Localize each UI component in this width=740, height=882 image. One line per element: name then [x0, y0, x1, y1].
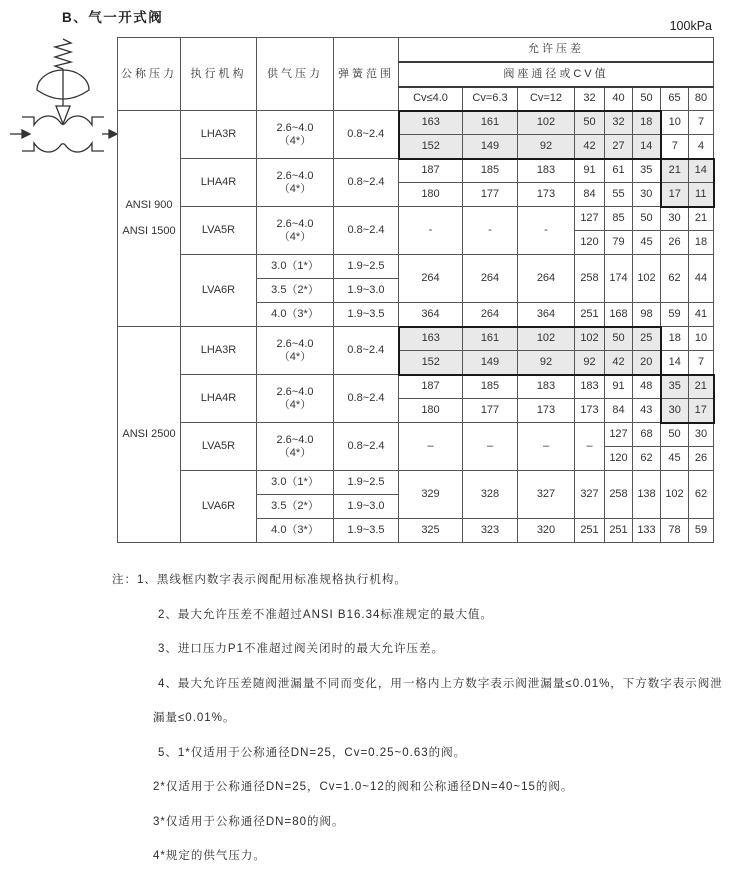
actuator-cell: LVA6R — [181, 255, 257, 327]
spring-cell: 0.8~2.4 — [334, 207, 399, 255]
spring-cell: 1.9~3.0 — [334, 279, 399, 303]
dp-cell: 258 — [575, 255, 605, 303]
dp-cell: 10 — [689, 327, 714, 351]
dp-cell: 92 — [518, 135, 575, 159]
dp-cell: 26 — [689, 447, 714, 471]
dp-cell: 21 — [689, 375, 714, 399]
dp-cell: 35 — [633, 159, 661, 183]
supply-cell: 4.0（3*） — [257, 303, 334, 327]
note-line: 3*仅适用于公称通径DN=80的阀。 — [153, 815, 345, 828]
dp-cell: 50 — [575, 111, 605, 135]
dp-cell: 62 — [661, 255, 689, 303]
dp-cell: 328 — [463, 471, 518, 519]
dp-cell: 264 — [463, 255, 518, 303]
dp-cell: 26 — [661, 231, 689, 255]
col-header: Cv=12 — [518, 87, 575, 111]
spring-icon — [55, 39, 71, 69]
supply-cell — [257, 159, 334, 207]
supply-range: 2.6~4.0 — [276, 385, 314, 398]
dp-cell: 133 — [633, 519, 661, 543]
dp-cell: 43 — [633, 399, 661, 423]
dp-cell: 264 — [463, 303, 518, 327]
pressure-table — [117, 37, 715, 543]
dp-cell: 30 — [661, 207, 689, 231]
spring-cell: 0.8~2.4 — [334, 327, 399, 375]
note-text: 1、黑线框内数字表示阀配用标准规格执行机构。 — [137, 574, 407, 586]
dp-cell: 35 — [661, 375, 689, 399]
actuator-cell: LHA4R — [181, 159, 257, 207]
dp-cell: 251 — [575, 303, 605, 327]
supply-cell — [257, 111, 334, 159]
supply-note: （4*） — [278, 230, 312, 243]
dp-cell: 152 — [399, 351, 463, 375]
dp-cell: 127 — [575, 207, 605, 231]
dp-cell: 48 — [633, 375, 661, 399]
note-line: 2*仅适用于公称通径DN=25，Cv=1.0~12的阀和公称通径DN=40~15的阀。 — [153, 781, 574, 793]
dp-cell: 25 — [633, 327, 661, 351]
dp-cell: 68 — [633, 423, 661, 447]
spring-cell: 1.9~3.5 — [334, 303, 399, 327]
dp-cell: 327 — [575, 471, 605, 519]
dash-cell: – — [575, 423, 605, 471]
header-spring-range: 弹簧范围 — [334, 38, 399, 111]
dp-cell: 138 — [633, 471, 661, 519]
pressure-cell — [118, 327, 181, 543]
dp-cell: 14 — [661, 351, 689, 375]
dp-cell: 14 — [689, 159, 714, 183]
supply-note: （4*） — [278, 398, 312, 411]
col-header: 65 — [661, 87, 689, 111]
actuator-cell: LVA5R — [181, 207, 257, 255]
dp-cell: 21 — [661, 159, 689, 183]
dp-cell: 183 — [575, 375, 605, 399]
spring-cell: 1.9~3.5 — [334, 519, 399, 543]
dp-cell: 185 — [463, 159, 518, 183]
dp-cell: 45 — [661, 447, 689, 471]
col-header: Cv≤4.0 — [399, 87, 463, 111]
pressure-label: ANSI 2500 — [122, 428, 176, 440]
dp-cell: 187 — [399, 375, 463, 399]
dp-cell: 61 — [605, 159, 633, 183]
dp-cell: 17 — [661, 183, 689, 207]
dp-cell: 149 — [463, 351, 518, 375]
col-header: 32 — [575, 87, 605, 111]
dp-cell: 102 — [575, 327, 605, 351]
note-line: 5、1*仅适用于公称通径DN=25，Cv=0.25~0.63的阀。 — [158, 746, 467, 759]
dp-cell: 161 — [463, 327, 518, 351]
dp-cell: 50 — [605, 327, 633, 351]
unit-label: 100kPa — [669, 19, 712, 33]
dp-cell: 264 — [518, 255, 575, 303]
dp-cell: 85 — [605, 207, 633, 231]
note-line: 4、最大允许压差随阀泄漏量不同而变化，用一格内上方数字表示阀泄漏量≤0.01%，下方数字表示阀泄 — [158, 677, 723, 690]
dp-cell: 364 — [518, 303, 575, 327]
dash-cell: – — [518, 423, 575, 471]
dp-cell: 7 — [661, 135, 689, 159]
dp-cell: 102 — [661, 471, 689, 519]
dp-cell: 180 — [399, 183, 463, 207]
dp-cell: 127 — [605, 423, 633, 447]
dp-cell: 173 — [518, 399, 575, 423]
dp-cell: 92 — [518, 351, 575, 375]
supply-cell: 3.5（2*） — [257, 495, 334, 519]
actuator-cell: LHA3R — [181, 327, 257, 375]
dp-cell: 7 — [689, 111, 714, 135]
dp-cell: 102 — [518, 327, 575, 351]
dp-cell: 185 — [463, 375, 518, 399]
supply-cell: 4.0（3*） — [257, 519, 334, 543]
dp-cell: 327 — [518, 471, 575, 519]
dp-cell: 152 — [399, 135, 463, 159]
dp-cell: 120 — [605, 447, 633, 471]
dp-cell: 91 — [575, 159, 605, 183]
actuator-cell: LHA3R — [181, 111, 257, 159]
dp-cell: 21 — [689, 207, 714, 231]
dp-cell: 325 — [399, 519, 463, 543]
note-line: 3、进口压力P1不准超过阀关闭时的最大允许压差。 — [158, 643, 444, 655]
pressure-cell — [118, 111, 181, 327]
col-header: 50 — [633, 87, 661, 111]
dp-cell: 42 — [605, 351, 633, 375]
dp-cell: 84 — [575, 183, 605, 207]
supply-cell: 3.5（2*） — [257, 279, 334, 303]
supply-note: （4*） — [278, 446, 312, 459]
dp-cell: 161 — [463, 111, 518, 135]
dp-cell: 91 — [605, 375, 633, 399]
col-header: 80 — [689, 87, 714, 111]
supply-range: 2.6~4.0 — [276, 121, 314, 134]
dp-cell: 44 — [689, 255, 714, 303]
dp-cell: 163 — [399, 327, 463, 351]
supply-range: 2.6~4.0 — [276, 169, 314, 182]
dp-cell: 251 — [605, 519, 633, 543]
actuator-cell: LVA5R — [181, 423, 257, 471]
header-nominal-pressure: 公称压力 — [118, 38, 181, 111]
dp-cell: 18 — [689, 231, 714, 255]
dp-cell: 120 — [575, 231, 605, 255]
dash-cell: - — [399, 207, 463, 255]
dp-cell: 102 — [518, 111, 575, 135]
dp-cell: 78 — [661, 519, 689, 543]
dp-cell: 177 — [463, 399, 518, 423]
supply-range: 2.6~4.0 — [276, 433, 314, 446]
dash-cell: - — [518, 207, 575, 255]
supply-note: （4*） — [278, 134, 312, 147]
actuator-cell: LVA6R — [181, 471, 257, 543]
dp-cell: 30 — [633, 183, 661, 207]
dp-cell: 84 — [605, 399, 633, 423]
dp-cell: 62 — [633, 447, 661, 471]
spring-cell: 0.8~2.4 — [334, 111, 399, 159]
supply-cell — [257, 327, 334, 375]
supply-cell: 3.0（1*） — [257, 255, 334, 279]
notes-block — [112, 571, 723, 882]
dash-cell: - — [463, 207, 518, 255]
dp-cell: 7 — [689, 351, 714, 375]
supply-range: 2.6~4.0 — [276, 217, 314, 230]
col-header: Cv=6.3 — [463, 87, 518, 111]
dp-cell: 174 — [605, 255, 633, 303]
dp-cell: 79 — [605, 231, 633, 255]
valve-body-lower-icon — [22, 143, 104, 152]
dp-cell: 98 — [633, 303, 661, 327]
dp-cell: 173 — [518, 183, 575, 207]
dp-cell: 50 — [633, 207, 661, 231]
note-line: 漏量≤0.01%。 — [153, 712, 236, 724]
valve-plug-icon — [56, 106, 70, 124]
note-line — [112, 571, 723, 587]
dp-cell: 18 — [633, 111, 661, 135]
dash-cell: – — [399, 423, 463, 471]
dp-cell: 27 — [605, 135, 633, 159]
dp-cell: 30 — [689, 423, 714, 447]
dp-cell: 59 — [689, 519, 714, 543]
dp-cell: 11 — [689, 183, 714, 207]
dp-cell: 32 — [605, 111, 633, 135]
pressure-label: ANSI 900 — [125, 199, 173, 211]
pressure-label: ANSI 1500 — [122, 225, 176, 237]
dp-cell: 50 — [661, 423, 689, 447]
dp-cell: 10 — [661, 111, 689, 135]
supply-cell — [257, 423, 334, 471]
dp-cell: 258 — [605, 471, 633, 519]
dash-cell: – — [463, 423, 518, 471]
dp-cell: 187 — [399, 159, 463, 183]
dp-cell: 14 — [633, 135, 661, 159]
dp-cell: 41 — [689, 303, 714, 327]
spring-cell: 0.8~2.4 — [334, 423, 399, 471]
note-line: 4*规定的供气压力。 — [153, 850, 266, 862]
dp-cell: 18 — [661, 327, 689, 351]
dp-cell: 251 — [575, 519, 605, 543]
dp-cell: 59 — [661, 303, 689, 327]
supply-cell: 3.0（1*） — [257, 471, 334, 495]
supply-cell — [257, 375, 334, 423]
dp-cell: 42 — [575, 135, 605, 159]
dp-cell: 17 — [689, 399, 714, 423]
dp-cell: 163 — [399, 111, 463, 135]
header-supply-pressure: 供气压力 — [257, 38, 334, 111]
dp-cell: 45 — [633, 231, 661, 255]
dp-cell: 55 — [605, 183, 633, 207]
dp-cell: 4 — [689, 135, 714, 159]
dp-cell: 320 — [518, 519, 575, 543]
dp-cell: 20 — [633, 351, 661, 375]
spring-cell: 1.9~2.5 — [334, 255, 399, 279]
note-line: 2、最大允许压差不准超过ANSI B16.34标准规定的最大值。 — [158, 608, 493, 621]
spring-cell: 1.9~3.0 — [334, 495, 399, 519]
supply-note: （4*） — [278, 350, 312, 363]
page-title: B、气一开式阀 — [62, 10, 164, 25]
supply-cell — [257, 207, 334, 255]
dp-cell: 149 — [463, 135, 518, 159]
header-actuator: 执行机构 — [181, 38, 257, 111]
valve-schematic-icon — [8, 34, 118, 184]
dp-cell: 30 — [661, 399, 689, 423]
dp-cell: 183 — [518, 375, 575, 399]
dp-cell: 92 — [575, 351, 605, 375]
spring-cell: 0.8~2.4 — [334, 159, 399, 207]
dp-cell: 173 — [575, 399, 605, 423]
dp-cell: 329 — [399, 471, 463, 519]
supply-range: 2.6~4.0 — [276, 337, 314, 350]
spring-cell: 1.9~2.5 — [334, 471, 399, 495]
dp-cell: 102 — [633, 255, 661, 303]
dp-cell: 183 — [518, 159, 575, 183]
dp-cell: 364 — [399, 303, 463, 327]
dp-cell: 180 — [399, 399, 463, 423]
notes-prefix: 注： — [112, 574, 137, 586]
header-allowable-dp: 允许压差 — [399, 38, 714, 62]
actuator-cell: LHA4R — [181, 375, 257, 423]
dp-cell: 168 — [605, 303, 633, 327]
spring-cell: 0.8~2.4 — [334, 375, 399, 423]
dp-cell: 323 — [463, 519, 518, 543]
dp-cell: 264 — [399, 255, 463, 303]
supply-note: （4*） — [278, 182, 312, 195]
col-header: 40 — [605, 87, 633, 111]
dp-cell: 62 — [689, 471, 714, 519]
header-seat-or-cv: 阀座通径或CV值 — [399, 62, 714, 87]
dp-cell: 177 — [463, 183, 518, 207]
